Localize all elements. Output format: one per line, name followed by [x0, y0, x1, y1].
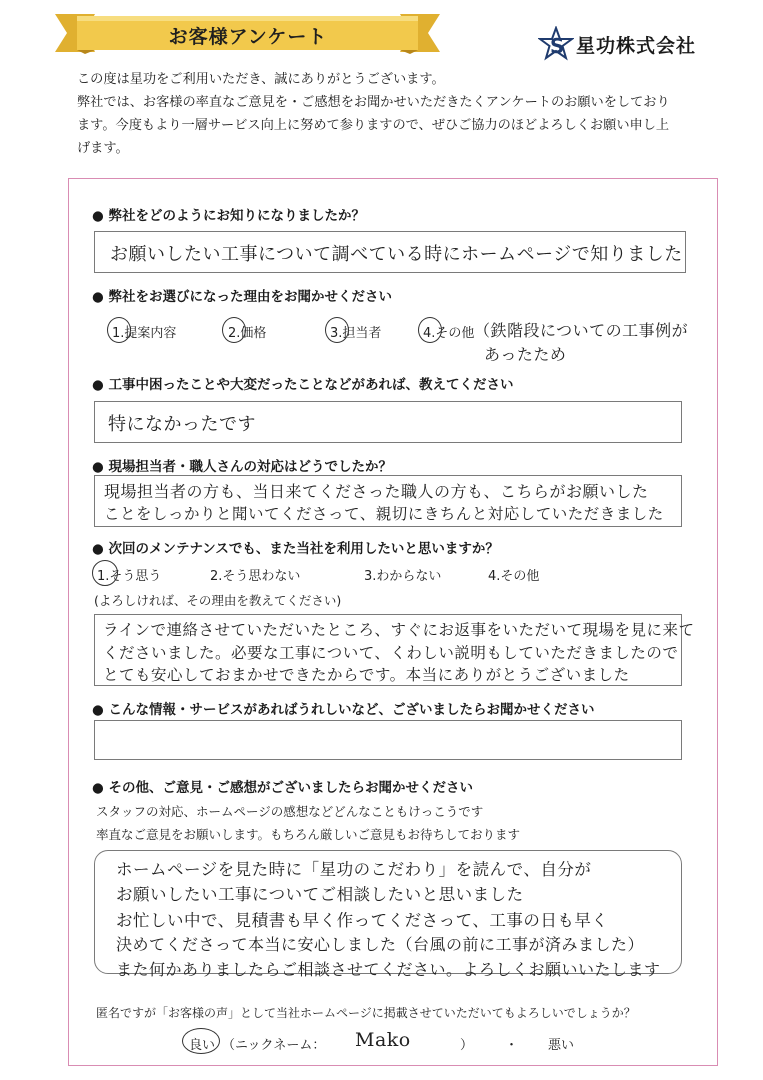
q3-answer: 特になかったです — [108, 414, 256, 435]
company-logo — [538, 26, 696, 62]
nickname-value[interactable]: Mako — [355, 1029, 411, 1051]
q5-question: ● 次回のメンテナンスでも、また当社を利用したいと思いますか？ — [92, 541, 499, 557]
q7-answer-line: ホームページを見た時に「星功のこだわり」を読んで、自分が — [116, 860, 592, 879]
selection-circle — [325, 317, 349, 343]
consent-question: 匿名ですが「お客様の声」として当社ホームページに掲載させていただいてもよろしいでしょうか？ — [96, 1006, 636, 1020]
intro-line: この度は星功をご利用いただき、誠にありがとうございます。 — [77, 72, 445, 87]
q4-answer-line: ことをしっかりと聞いてくださって、親切にきちんと対応していただきました — [104, 505, 664, 523]
nickname-close: ） — [460, 1038, 474, 1053]
intro-line: げます。 — [77, 141, 129, 156]
q3-question: ● 工事中困ったことや大変だったことなどがあれば、教えてください — [92, 377, 514, 393]
q1-question: ● 弊社をどのようにお知りになりましたか？ — [92, 208, 365, 224]
q7-answer-line: 決めてくださって本当に安心しました（台風の前に工事が済みました） — [116, 935, 645, 954]
q7-note-line: 率直なご意見をお願いします。もちろん厳しいご意見もお待ちしております — [96, 827, 521, 842]
q7-answer-line: お忙しい中で、見積書も早く作ってくださって、工事の日も早く — [116, 911, 609, 930]
q6-question: ● こんな情報・サービスがあればうれしいなど、ございましたらお聞かせください — [92, 702, 595, 718]
selection-circle — [222, 317, 246, 343]
q5-option-1[interactable]: 1.そう思う — [97, 569, 162, 584]
q2-option-4[interactable]: 4.その他 — [423, 326, 475, 341]
intro-line: 弊社では、お客様の率直なご意見を・ご感想をお聞かせいただきたくアンケートのお願いをしており — [77, 95, 670, 110]
selection-circle — [107, 317, 131, 343]
q7-question: ● その他、ご意見・ご感想がございましたらお聞かせください — [92, 780, 473, 796]
q2-other-answer-2: あったため — [484, 345, 567, 364]
q2-option-3[interactable]: 3.担当者 — [330, 326, 382, 341]
q4-question: ● 現場担当者・職人さんの対応はどうでしたか？ — [92, 459, 392, 475]
q2-other-answer-1: （鉄階段についての工事例が — [474, 321, 689, 340]
q2-option-1[interactable]: 1.提案内容 — [112, 326, 177, 341]
q2-question: ● 弊社をお選びになった理由をお聞かせください — [92, 289, 392, 305]
separator-dot: ・ — [505, 1038, 519, 1053]
q2-option-2[interactable]: 2.価格 — [228, 326, 267, 341]
q1-answer: お願いしたい工事について調べている時にホームページで知りました — [110, 244, 683, 265]
q5-answer-line: ラインで連絡させていただいたところ、すぐにお返事をいただいて現場を見に来て — [103, 621, 695, 639]
company-name: 星功株式会社 — [576, 34, 697, 57]
selection-circle — [418, 317, 442, 343]
q5-answer-line: とても安心しておまかせできたからです。本当にありがとうございました — [103, 666, 630, 684]
q7-answer-line: お願いしたい工事についてご相談したいと思いました — [116, 885, 524, 904]
q7-answer-line: また何かありましたらご相談させてください。よろしくお願いいたします — [116, 960, 661, 979]
q5-option-2[interactable]: 2.そう思わない — [210, 569, 301, 584]
q6-answer-box[interactable] — [94, 720, 682, 760]
selection-circle — [92, 560, 118, 586]
q5-reason-prompt: (よろしければ、その理由を教えてください) — [94, 593, 342, 608]
consent-good[interactable]: 良い — [189, 1038, 216, 1053]
q4-answer-line: 現場担当者の方も、当日来てくださった職人の方も、こちらがお願いした — [104, 482, 649, 501]
q7-note-line: スタッフの対応、ホームページの感想などどんなこともけっこうです — [96, 804, 484, 819]
q5-option-4[interactable]: 4.その他 — [488, 569, 540, 584]
consent-bad[interactable]: 悪い — [548, 1038, 575, 1053]
selection-circle — [182, 1028, 220, 1054]
q5-answer-line: くださいました。必要な工事について、くわしい説明もしていただきましたので — [103, 644, 679, 662]
page-title: お客様アンケート — [168, 26, 328, 48]
star-s-icon — [538, 26, 574, 62]
nickname-label: （ニックネーム： — [222, 1038, 326, 1053]
logo-letter: S — [550, 34, 565, 58]
q5-option-3[interactable]: 3.わからない — [364, 569, 442, 584]
intro-text — [77, 68, 717, 160]
intro-line: ます。今度もより一層サービス向上に努めて参りますので、ぜひご協力のほどよろしくお願い申し上 — [77, 118, 670, 133]
